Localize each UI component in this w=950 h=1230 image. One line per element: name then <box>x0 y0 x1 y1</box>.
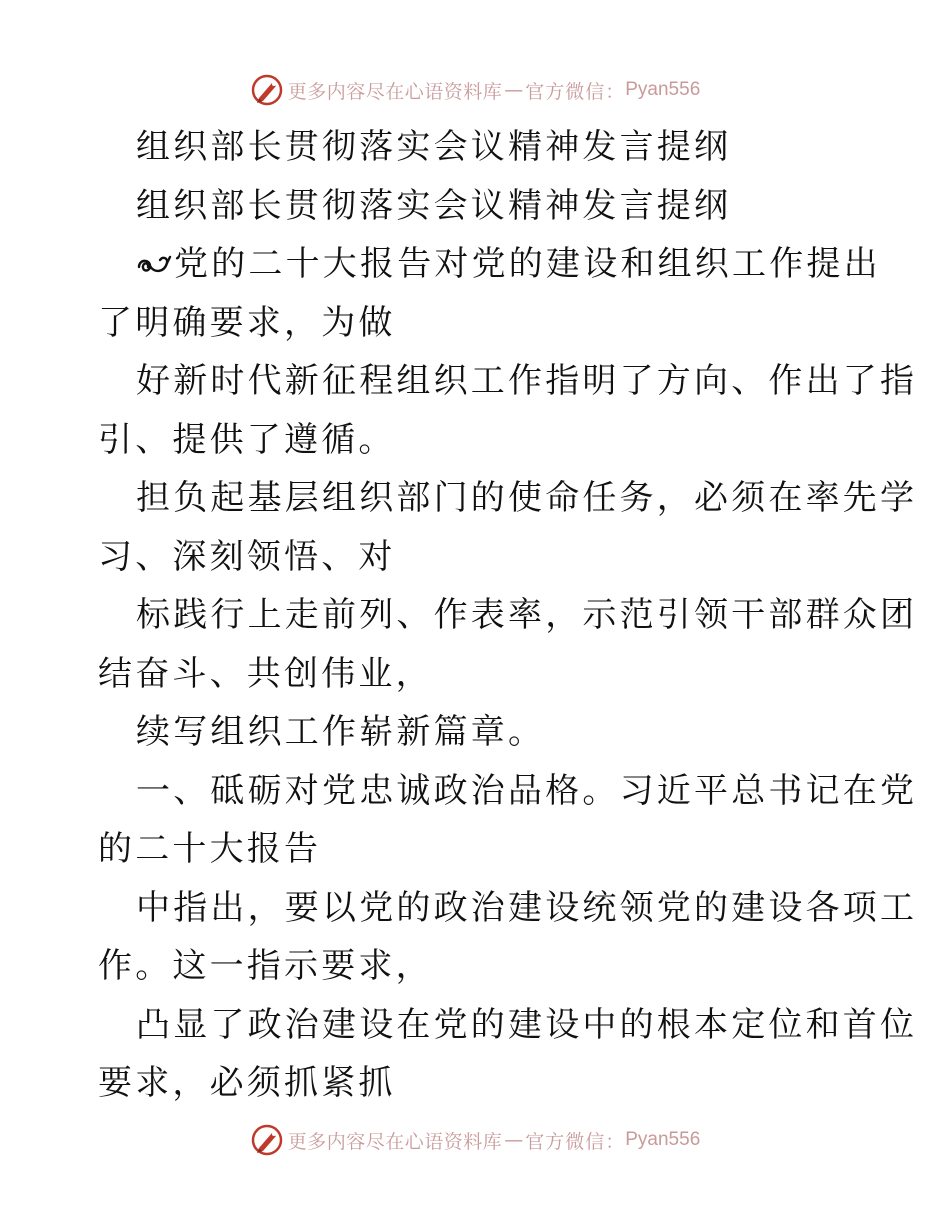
paragraph-line: 的二十大报告 <box>98 829 322 869</box>
watermark-separator: — <box>504 79 524 101</box>
paragraph-line: 凸显了政治建设在党的建设中的根本定位和首位 <box>136 1004 918 1045</box>
document-body <box>98 118 918 1113</box>
document-title-repeat: 组织部长贯彻落实会议精神发言提纲 <box>136 185 732 226</box>
paragraph-line: 作。这一指示要求， <box>98 946 433 986</box>
paragraph-line: 要求，必须抓紧抓 <box>98 1063 396 1103</box>
paragraph-line: 好新时代新征程组织工作指明了方向、作出了指 <box>136 361 918 401</box>
watermark-banner-top <box>0 70 950 110</box>
pen-logo-icon <box>250 73 284 107</box>
paragraph-line: 引、提供了遵循。 <box>98 419 396 460</box>
watermark-wechat-id: Pyan556 <box>625 1129 701 1150</box>
watermark-wechat-id: Pyan556 <box>625 79 701 100</box>
watermark-site-text: 更多内容尽在心语资料库 <box>287 1130 503 1153</box>
watermark-wechat-label: 官方微信： <box>525 1130 626 1153</box>
watermark-banner-bottom <box>0 1120 950 1160</box>
section-heading-line: 一、砥砺对党忠诚政治品格。习近平总书记在党 <box>136 770 918 811</box>
paragraph-line <box>98 235 881 294</box>
paragraph-text: 党的二十大报告对党的建设和组织工作提出 <box>174 244 881 284</box>
paragraph-line: 结奋斗、共创伟业， <box>98 653 433 694</box>
curl-ornament-icon <box>136 249 172 279</box>
pen-logo-icon <box>250 1123 284 1157</box>
paragraph-line: 了明确要求，为做 <box>98 302 396 343</box>
paragraph-line: 续写组织工作崭新篇章。 <box>136 712 546 752</box>
watermark-site-text: 更多内容尽在心语资料库 <box>287 80 503 103</box>
paragraph-line: 习、深刻领悟、对 <box>98 536 396 577</box>
paragraph-line: 中指出，要以党的政治建设统领党的建设各项工 <box>136 887 918 928</box>
watermark-wechat-label: 官方微信： <box>525 80 626 103</box>
watermark-separator: — <box>504 1129 524 1151</box>
document-title: 组织部长贯彻落实会议精神发言提纲 <box>136 127 732 167</box>
paragraph-line: 担负起基层组织部门的使命任务，必须在率先学 <box>136 478 918 518</box>
paragraph-line: 标践行上走前列、作表率，示范引领干部群众团 <box>136 595 918 635</box>
